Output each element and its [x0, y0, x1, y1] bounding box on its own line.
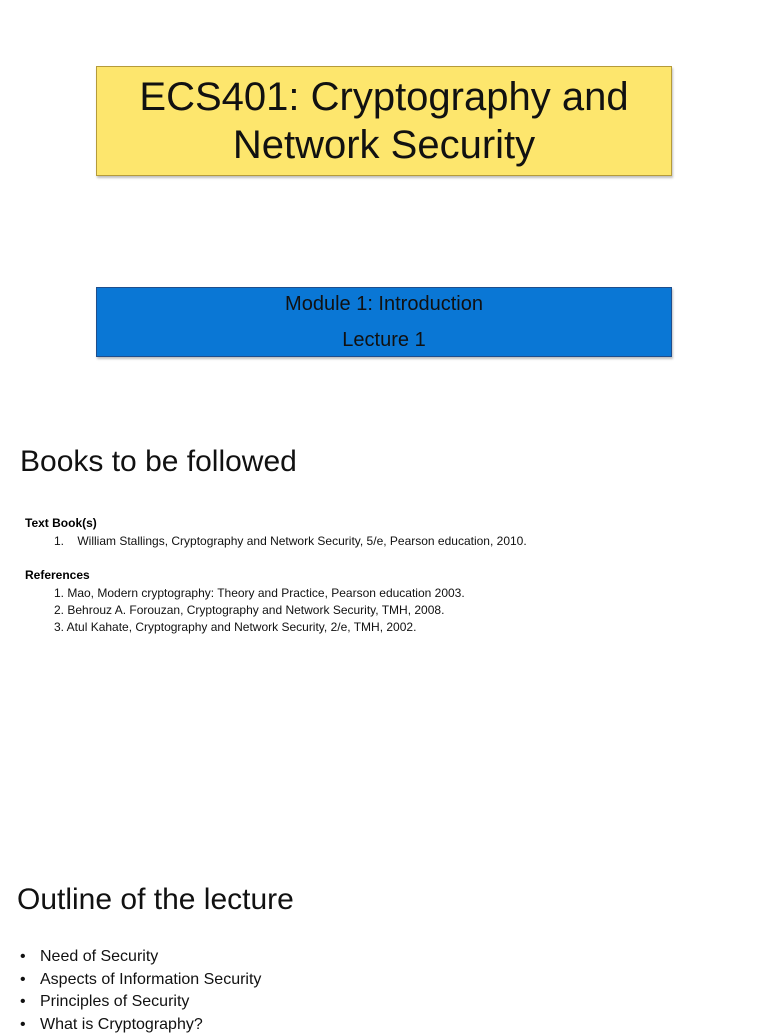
lecture-number: Lecture 1	[342, 322, 425, 358]
outline-heading: Outline of the lecture	[17, 883, 294, 917]
course-title-line-1: ECS401: Cryptography and	[139, 73, 628, 121]
outline-item-text: Principles of Security	[40, 993, 189, 1010]
reference-item: 1. Mao, Modern cryptography: Theory and Practice, Pearson education 2003.	[54, 586, 465, 600]
textbook-item	[54, 534, 527, 548]
module-box	[96, 287, 672, 357]
textbook-item-text: William Stallings, Cryptography and Network Security, 5/e, Pearson education, 2010.	[77, 534, 526, 548]
outline-item-text: Aspects of Information Security	[40, 971, 261, 988]
outline-item	[20, 991, 261, 1014]
bullet-icon: •	[20, 946, 40, 969]
outline-item	[20, 1014, 261, 1036]
references-label: References	[25, 568, 90, 582]
reference-item: 3. Atul Kahate, Cryptography and Network Security, 2/e, TMH, 2002.	[54, 620, 416, 634]
outline-list	[20, 946, 261, 1036]
module-title: Module 1: Introduction	[285, 286, 483, 322]
books-heading: Books to be followed	[20, 445, 297, 479]
reference-item: 2. Behrouz A. Forouzan, Cryptography and Network Security, TMH, 2008.	[54, 603, 444, 617]
outline-item-text: Need of Security	[40, 948, 158, 965]
outline-item	[20, 946, 261, 969]
textbook-label: Text Book(s)	[25, 516, 97, 530]
outline-item	[20, 969, 261, 992]
bullet-icon: •	[20, 991, 40, 1014]
textbook-item-number: 1.	[54, 534, 74, 548]
outline-item-text: What is Cryptography?	[40, 1016, 203, 1033]
course-title-box	[96, 66, 672, 176]
course-title-line-2: Network Security	[233, 121, 535, 169]
bullet-icon: •	[20, 969, 40, 992]
bullet-icon: •	[20, 1014, 40, 1036]
